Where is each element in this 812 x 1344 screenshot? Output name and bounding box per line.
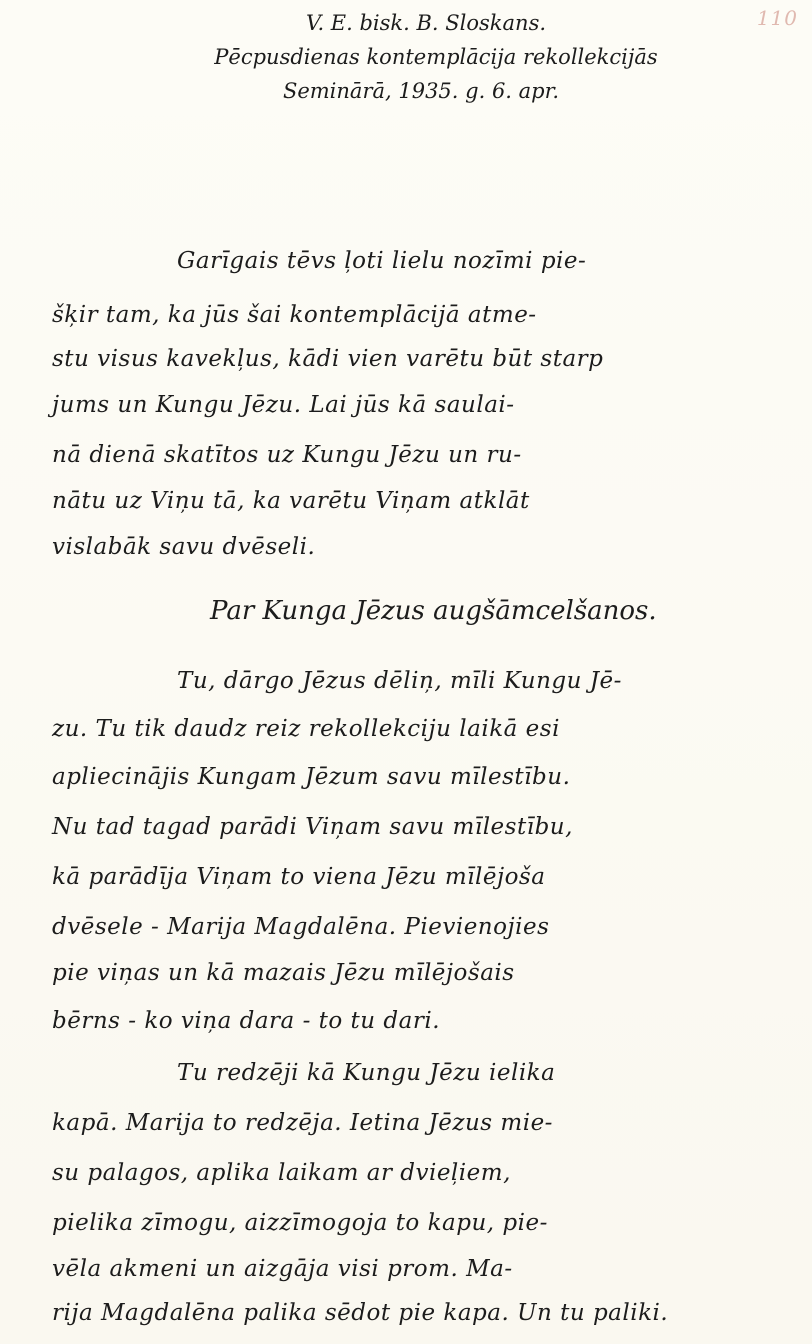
text-line: rija Magdalēna palika sēdot pie kapa. Un tu paliki. [52, 1300, 669, 1326]
text-line: su palagos, aplika laikam ar dvieļiem, [52, 1160, 511, 1186]
text-line: apliecinājis Kungam Jēzum savu mīlestību. [52, 764, 571, 790]
text-line: stu visus kavekļus, kādi vien varētu būt starp [52, 346, 604, 372]
text-line: šķir tam, ka jūs šai kontemplācijā atme- [52, 302, 537, 328]
page-number: 110 [756, 6, 798, 30]
text-line: nātu uz Viņu tā, ka varētu Viņam atklāt [52, 488, 530, 514]
text-line: Tu, dārgo Jēzus dēliņ, mīli Kungu Jē- [177, 668, 622, 694]
header-author-line: V. E. bisk. B. Sloskans. [305, 11, 547, 35]
text-line: jums un Kungu Jēzu. Lai jūs kā saulai- [52, 392, 515, 418]
text-line: kapā. Marija to redzēja. Ietina Jēzus mie- [52, 1110, 553, 1136]
text-line: dvēsele - Marija Magdalēna. Pievienojies [52, 914, 550, 940]
text-line: kā parādīja Viņam to viena Jēzu mīlējoša [52, 864, 546, 890]
header-date-line: Seminārā, 1935. g. 6. apr. [282, 79, 560, 103]
text-line: vislabāk savu dvēseli. [52, 534, 316, 560]
text-line: pie viņas un kā mazais Jēzu mīlējošais [52, 960, 515, 986]
text-line: pielika zīmogu, aizzīmogoja to kapu, pie- [52, 1210, 548, 1236]
text-line: Nu tad tagad parādi Viņam savu mīlestību, [52, 814, 573, 840]
text-line: vēla akmeni un aizgāja visi prom. Ma- [52, 1256, 513, 1282]
header-title-line: Pēcpusdienas kontemplācija rekollekcijās [214, 45, 658, 69]
text-line: zu. Tu tik daudz reiz rekollekciju laikā esi [52, 716, 560, 742]
text-line: bērns - ko viņa dara - to tu dari. [52, 1008, 441, 1034]
text-line: nā dienā skatītos uz Kungu Jēzu un ru- [52, 442, 522, 468]
text-line: Tu redzēji kā Kungu Jēzu ielika [177, 1060, 556, 1086]
section-title: Par Kunga Jēzus augšāmcelšanos. [210, 596, 657, 626]
text-line: Garīgais tēvs ļoti lielu nozīmi pie- [177, 248, 587, 274]
document-header [0, 6, 812, 108]
